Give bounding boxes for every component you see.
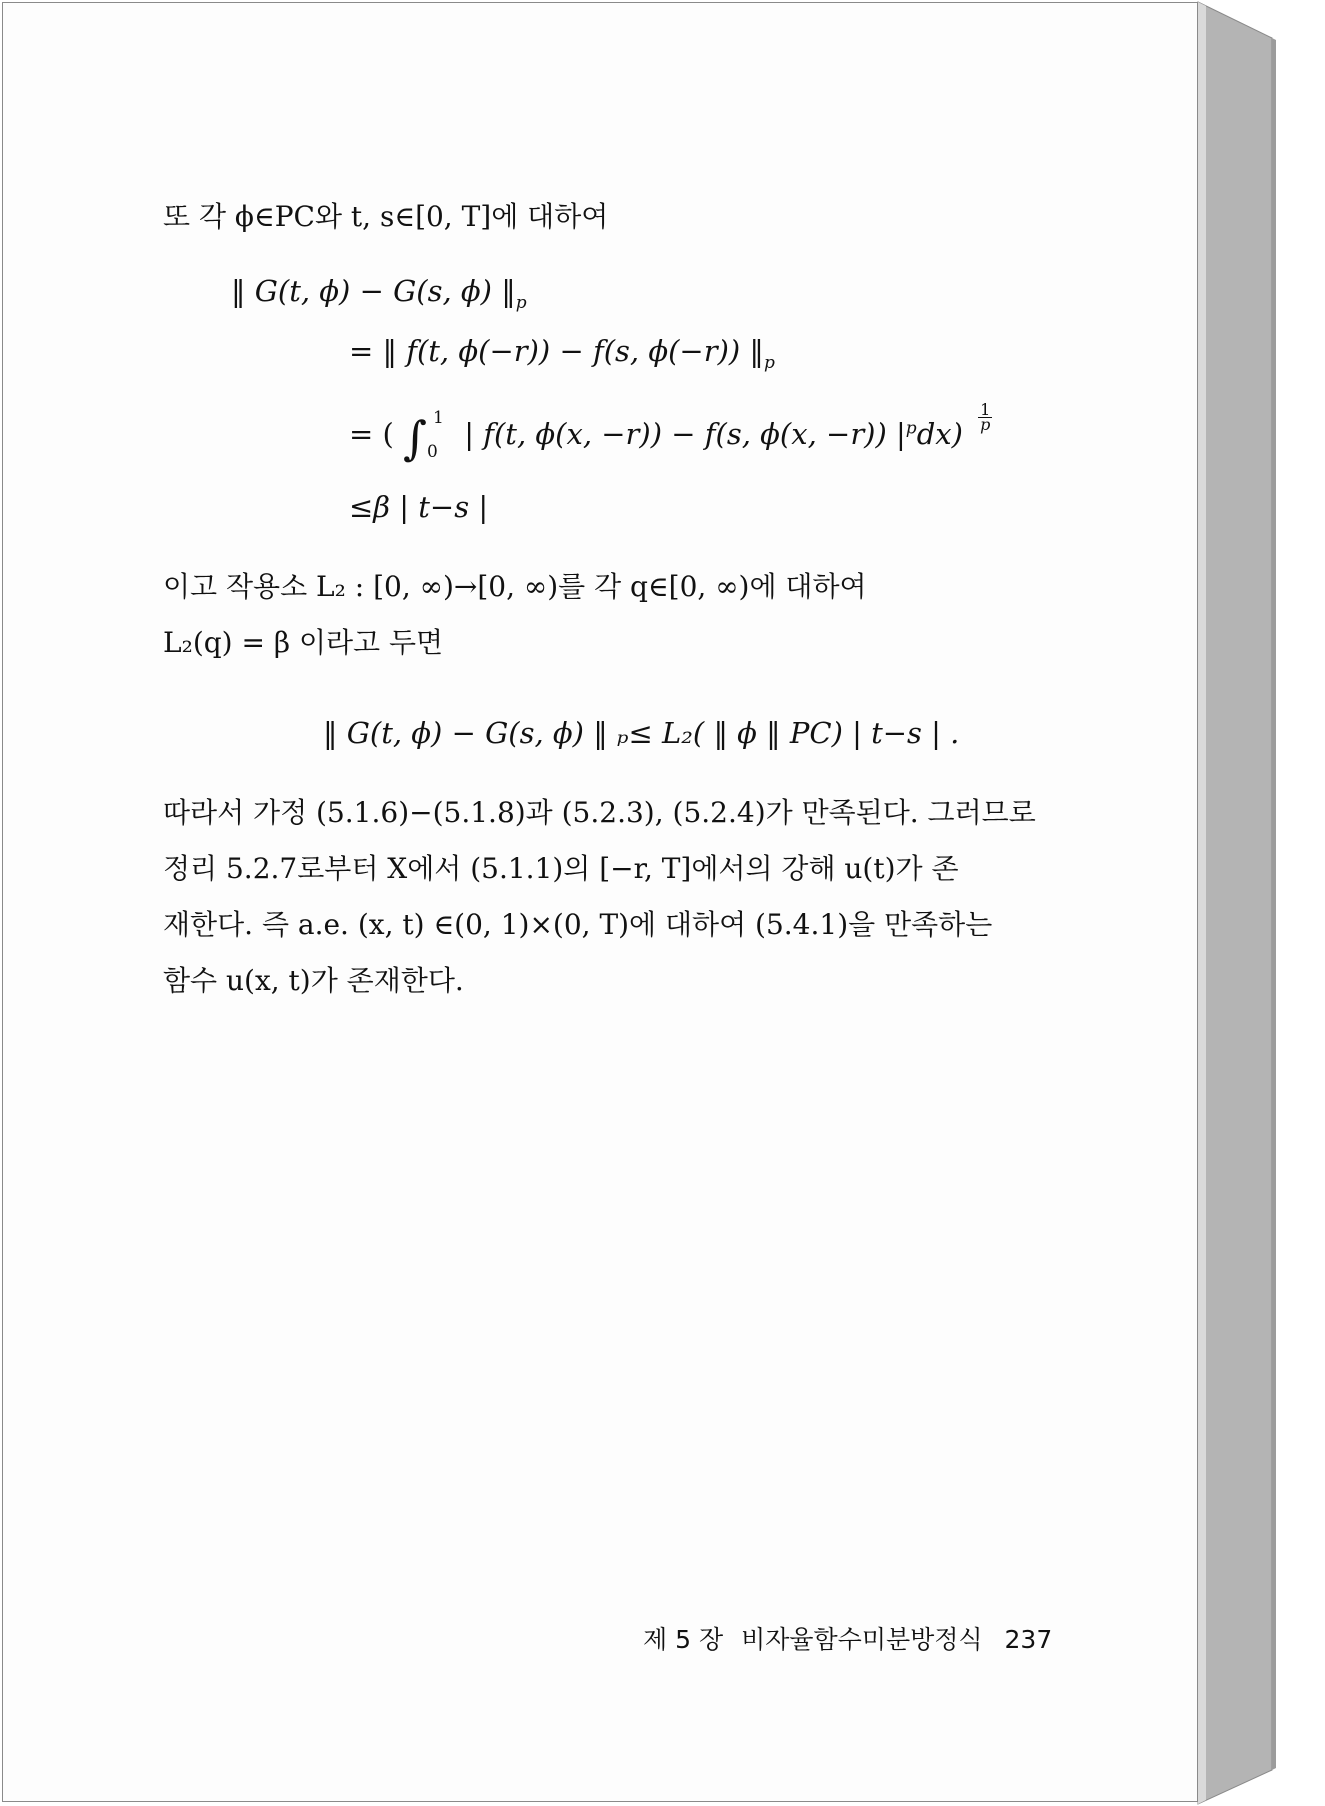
footer-chapter: 제 5 장 [643, 1625, 724, 1654]
eq1-l4-text: ≤β | t−s | [349, 490, 489, 524]
exponent-denominator: p [980, 415, 991, 434]
eq1-lhs-text: ‖ G(t, ϕ) − G(s, ϕ) ‖ [231, 274, 516, 308]
paragraph-3-line-4: 함수 u(x, t)가 존재한다. [163, 964, 464, 997]
paragraph-2-line-2: L₂(q) = β 이라고 두면 [163, 626, 444, 659]
paragraph-3-line-1: 따라서 가정 (5.1.6)−(5.1.8)과 (5.2.3), (5.2.4)가 만족된다. 그러므로 [163, 796, 1036, 829]
page-number: 237 [1004, 1625, 1053, 1654]
eq1-lhs-sub: p [515, 292, 527, 313]
equation-1-line-4 [349, 489, 488, 525]
intro-line: 또 각 ϕ∈PC와 t, s∈[0, T]에 대하여 [163, 200, 609, 233]
document-page [2, 2, 1198, 1802]
eq1-l3-open: = ( [349, 417, 394, 451]
page-footer [643, 1625, 1052, 1655]
integral-upper: 1 [433, 408, 444, 428]
equation-2 [323, 715, 959, 751]
eq1-l3-body: | f(t, ϕ(x, −r)) − f(s, ϕ(x, −r)) | [464, 417, 906, 451]
eq1-l3-power: p [905, 418, 917, 439]
equation-1-line-3 [349, 400, 992, 466]
paragraph-2-line-1: 이고 작용소 L₂ : [0, ∞)→[0, ∞)를 각 q∈[0, ∞)에 대하여 [163, 570, 867, 603]
paragraph-3-line-2: 정리 5.2.7로부터 X에서 (5.1.1)의 [−r, T]에서의 강해 u(t)가 존 [163, 852, 959, 885]
eq2-text: ‖ G(t, ϕ) − G(s, ϕ) ‖ ₚ≤ L₂( ‖ ϕ ‖ PC) | t−s | . [323, 716, 960, 750]
integral-sign: ∫ [403, 411, 428, 465]
eq1-l2-text: = ‖ f(t, ϕ(−r)) − f(s, ϕ(−r)) ‖ [349, 334, 764, 368]
equation-1-lhs [231, 273, 527, 321]
exponent-fraction [978, 400, 992, 434]
integral-limits [427, 406, 449, 466]
integral-lower: 0 [427, 442, 438, 462]
eq1-l3-dx: dx) [916, 417, 963, 451]
equation-1-line-2 [349, 333, 775, 381]
footer-title: 비자율함수미분방정식 [741, 1625, 983, 1654]
exponent-numerator: 1 [980, 400, 991, 419]
eq1-l2-sub: p [763, 352, 775, 373]
paragraph-3-line-3: 재한다. 즉 a.e. (x, t) ∈(0, 1)×(0, T)에 대하여 (5.4.1)을 만족하는 [163, 908, 993, 941]
